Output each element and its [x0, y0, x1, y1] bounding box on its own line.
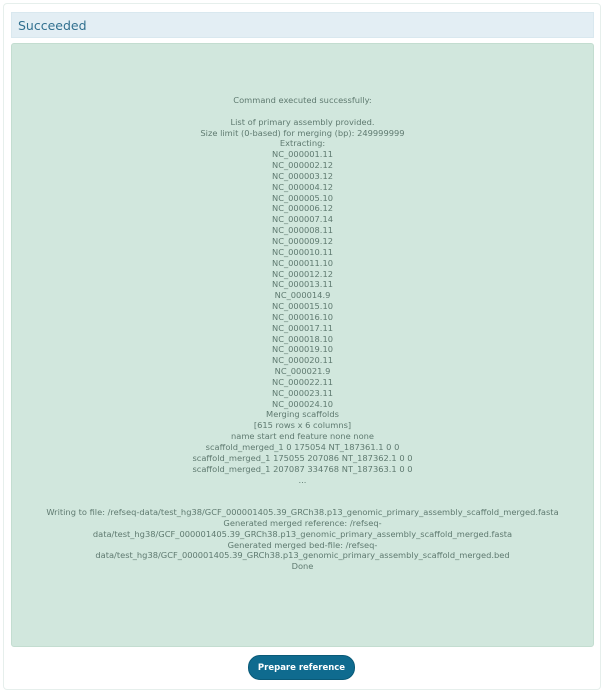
output-line: NC_000002.12 — [271, 160, 333, 171]
output-line: ... — [298, 474, 307, 485]
output-line: NC_000016.10 — [271, 311, 333, 322]
output-line: NC_000014.9 — [274, 290, 331, 301]
output-line: NC_000006.12 — [271, 203, 333, 214]
output-line: Writing to file: /refseq-data/test_hg38/GCF_000001405.39_GRCh38.p13_genomic_primary_assembly_scaffold_merged.fasta — [46, 507, 559, 518]
output-line: data/test_hg38/GCF_000001405.39_GRCh38.p13_genomic_primary_assembly_scaffold_merged.bed — [95, 550, 510, 561]
output-line: name start end feature none none — [230, 431, 375, 442]
output-line: NC_000024.10 — [271, 398, 333, 409]
output-line: NC_000008.11 — [271, 225, 333, 236]
output-line: NC_000022.11 — [271, 376, 333, 387]
prepare-reference-button[interactable]: Prepare reference — [248, 655, 355, 680]
output-line — [12, 496, 593, 507]
output-line: NC_000017.11 — [271, 322, 333, 333]
output-line: NC_000005.10 — [271, 192, 333, 203]
output-line: scaffold_merged_1 0 175054 NT_187361.1 0 0 — [205, 442, 400, 452]
output-line: Extracting: — [279, 138, 326, 149]
output-line — [12, 485, 593, 496]
status-header — [11, 12, 594, 38]
output-line: NC_000013.11 — [271, 279, 333, 290]
output-line: NC_000004.12 — [271, 181, 333, 192]
output-line: Done — [291, 561, 314, 572]
output-line: scaffold_merged_1 175055 207086 NT_187362.1 0 0 — [192, 452, 413, 463]
output-line: Size limit (0-based) for merging (bp): 249999999 — [200, 127, 405, 138]
output-line: data/test_hg38/GCF_000001405.39_GRCh38.p13_genomic_primary_assembly_scaffold_merged.fasta — [92, 528, 513, 539]
output-line: NC_000010.11 — [271, 246, 333, 257]
output-line: NC_000021.9 — [274, 366, 331, 377]
output-line: NC_000018.10 — [271, 333, 333, 344]
output-line: NC_000020.11 — [271, 355, 333, 366]
output-line: NC_000023.11 — [271, 387, 333, 398]
output-line: NC_000001.11 — [271, 149, 333, 160]
output-line: NC_000011.10 — [271, 257, 333, 268]
output-line: [615 rows x 6 columns] — [253, 420, 352, 431]
output-line: Merging scaffolds — [266, 409, 339, 420]
output-line: Generated merged reference: /refseq- — [223, 517, 382, 528]
output-line: Generated merged bed-file: /refseq- — [227, 539, 378, 550]
output-line: scaffold_merged_1 207087 334768 NT_187363.1 0 0 — [192, 463, 413, 474]
output-line: NC_000015.10 — [271, 301, 333, 312]
output-line: NC_000012.12 — [271, 268, 333, 279]
output-line: List of primary assembly provided. — [230, 116, 375, 127]
output-line: NC_000009.12 — [271, 235, 333, 246]
output-line: NC_000019.10 — [271, 344, 333, 355]
command-output-panel — [11, 43, 594, 647]
output-line: NC_000003.12 — [271, 170, 333, 181]
status-title: Succeeded — [18, 17, 87, 33]
output-line: Command executed successfully: — [233, 95, 372, 105]
output-line: NC_000007.14 — [271, 214, 333, 225]
output-line — [12, 106, 593, 117]
